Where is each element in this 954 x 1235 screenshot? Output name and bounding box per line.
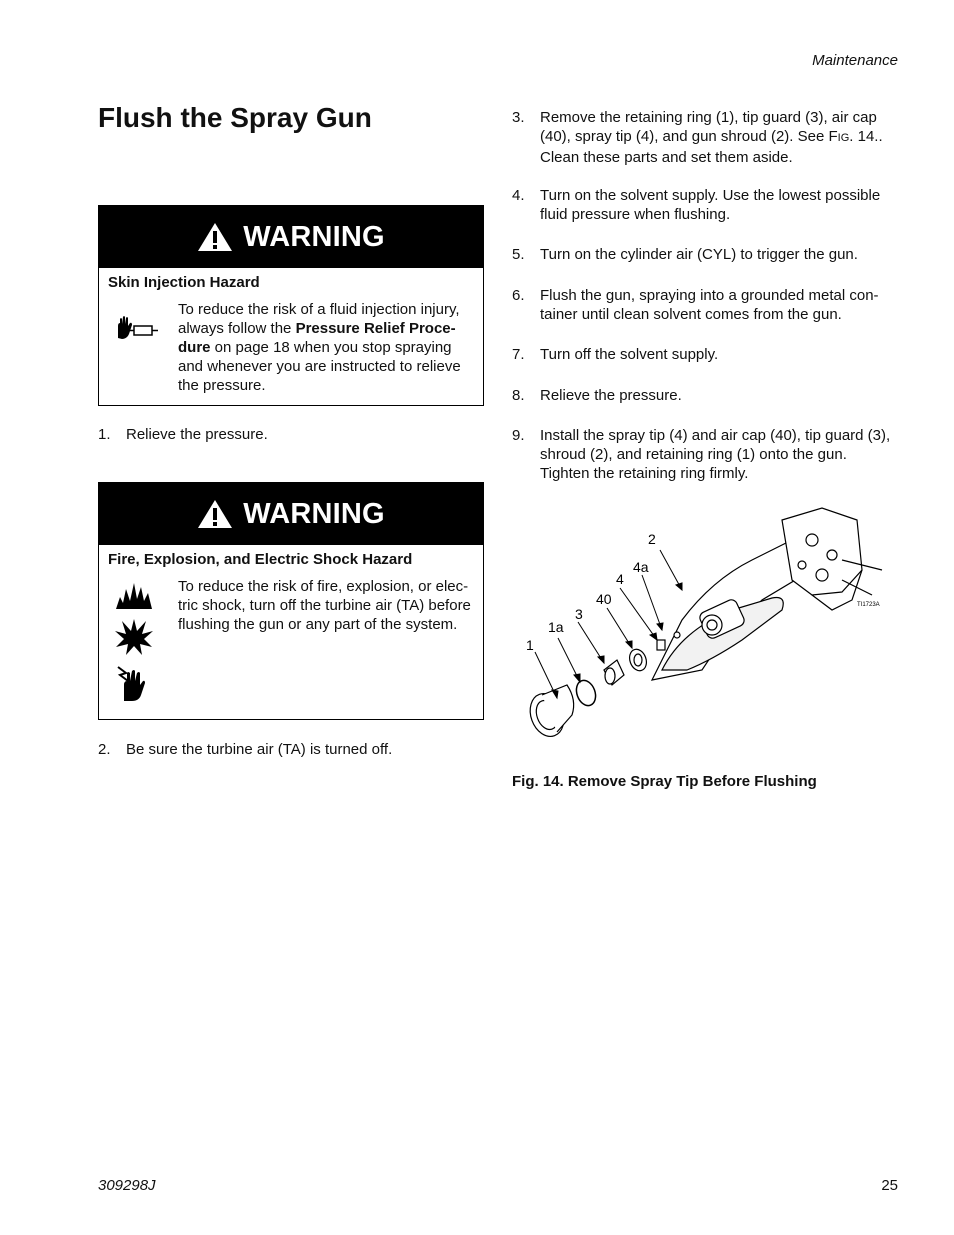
callout-1: 1: [526, 637, 534, 653]
step-9: 9. Install the spray tip (4) and air cap (40), tip guard (3), shroud (2), and retaining ring (1) onto the gun. Tighten the retaining ring firmly.: [512, 427, 891, 482]
warning-triangle-icon: [197, 222, 233, 252]
step-1: 1. Relieve the pressure.: [98, 426, 268, 443]
callout-3: 3: [575, 606, 583, 622]
page-number: 25: [881, 1177, 898, 1194]
retaining-ring-1: [524, 685, 573, 741]
explosion-icon: [114, 617, 154, 657]
gun-body: [652, 508, 882, 680]
electric-shock-icon: [114, 663, 154, 703]
hazard-title: Fire, Explosion, and Electric Shock Hazard: [108, 551, 413, 568]
warning-box-skin-injection: [98, 205, 484, 406]
tip-guard-3: [604, 660, 624, 685]
warning-triangle-icon: [197, 499, 233, 529]
step-3: 3. Remove the retaining ring (1), tip guard (3), air cap (40), spray tip (4), and gun shroud (2). See FIG. 14.. Clean these parts and set them aside.: [512, 109, 883, 166]
step-7: 7. Turn off the solvent supply.: [512, 346, 719, 363]
callout-40: 40: [596, 591, 612, 607]
warning-text: To reduce the risk of a fluid injection injury, always follow the Pressure Relief Proce-dure on page 18 when you stop spraying and whenever you are instructed to relieve the pressure.: [178, 301, 461, 394]
air-cap-40: [627, 647, 650, 673]
step-5: 5. Turn on the cylinder air (CYL) to trigger the gun.: [512, 246, 858, 263]
pressure-relief-reference: Pressure Relief Proce-dure: [178, 320, 456, 356]
callout-2: 2: [648, 531, 656, 547]
callout-1a: 1a: [548, 619, 564, 635]
hazard-title: Skin Injection Hazard: [108, 274, 260, 291]
warning-label: WARNING: [243, 497, 385, 530]
step-6: 6. Flush the gun, spraying into a grounded metal con-tainer until clean solvent comes from the gun.: [512, 287, 879, 323]
figure-caption: Fig. 14. Remove Spray Tip Before Flushing: [512, 773, 817, 790]
spray-gun-exploded-figure: [512, 500, 898, 750]
skin-injection-icon: [114, 314, 160, 344]
running-header: Maintenance: [812, 52, 898, 69]
warning-box-fire-explosion: [98, 482, 484, 720]
callout-4a: 4a: [633, 559, 649, 575]
warning-header: [99, 206, 483, 268]
warning-header: [99, 483, 483, 545]
warning-label: WARNING: [243, 220, 385, 253]
warning-text: To reduce the risk of fire, explosion, or elec-tric shock, turn off the turbine air (TA) before flushing the gun or any part of the system.: [178, 578, 471, 633]
step-4: 4. Turn on the solvent supply. Use the lowest possible fluid pressure when flushing.: [512, 187, 881, 223]
step-8: 8. Relieve the pressure.: [512, 387, 682, 404]
fire-icon: [114, 579, 154, 611]
step-2: 2. Be sure the turbine air (TA) is turned off.: [98, 741, 393, 758]
callout-4: 4: [616, 571, 624, 587]
figure-reference-code: TI1723A: [857, 602, 880, 608]
document-number: 309298J: [98, 1177, 156, 1194]
o-ring-1a: [573, 678, 599, 709]
page-title: Flush the Spray Gun: [98, 102, 372, 133]
